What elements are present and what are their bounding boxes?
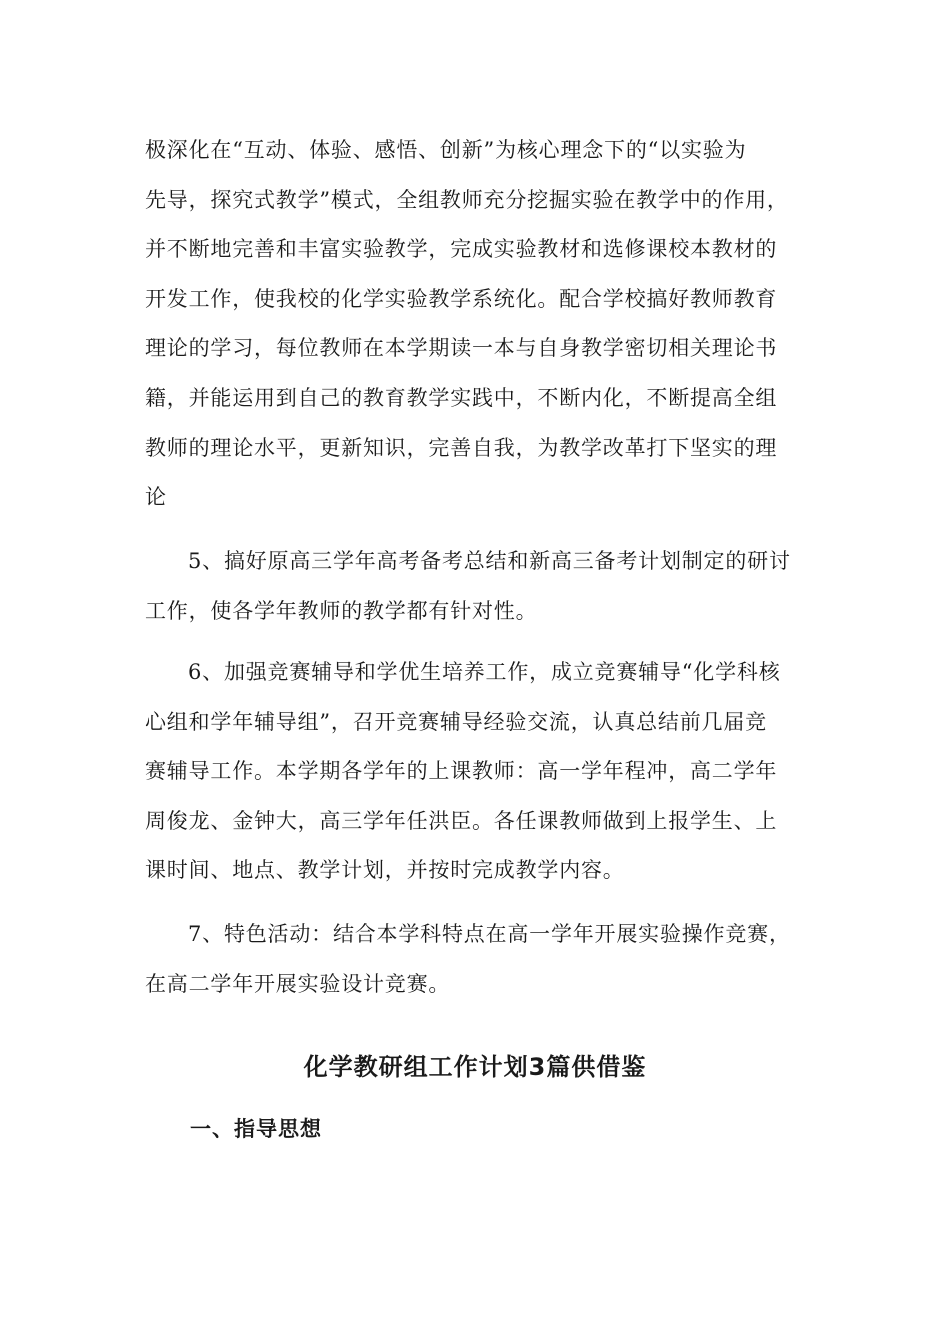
text-line: 7、特色活动：结合本学科特点在高一学年开展实验操作竞赛，	[188, 922, 791, 946]
text-line: 工作，使各学年教师的教学都有针对性。	[145, 598, 538, 623]
text-line: 理论的学习，每位教师在本学期读一本与自身教学密切相关理论书	[145, 336, 778, 361]
section-heading: 一、指导思想	[190, 1117, 322, 1141]
paragraph-continued	[145, 126, 815, 523]
text-line: 5、搞好原高三学年高考备考总结和新高三备考计划制定的研讨	[188, 549, 791, 573]
text-line: 6、加强竞赛辅导和学优生培养工作，成立竞赛辅导“化学科核	[188, 660, 781, 684]
text-line: 论	[145, 485, 167, 510]
text-line: 极深化在“互动、体验、感悟、创新”为核心理念下的“以实验为	[145, 138, 747, 162]
text-line: 先导，探究式教学”模式，全组教师充分挖掘实验在教学中的作用，	[145, 187, 789, 212]
text-line: 教师的理论水平，更新知识，完善自我，为教学改革打下坚实的理	[145, 435, 778, 460]
paragraph-item-6	[145, 648, 815, 896]
paragraph-item-5	[145, 537, 815, 636]
text-line: 开发工作，使我校的化学实验教学系统化。配合学校搞好教师教育	[145, 286, 778, 311]
text-line: 在高二学年开展实验设计竞赛。	[145, 971, 451, 996]
document-title: 化学教研组工作计划3篇供借鉴	[303, 1053, 647, 1081]
text-line: 周俊龙、金钟大，高三学年任洪臣。各任课教师做到上报学生、上	[145, 808, 778, 833]
text-line: 课时间、地点、教学计划，并按时完成教学内容。	[145, 858, 625, 883]
text-line: 并不断地完善和丰富实验教学，完成实验教材和选修课校本教材的	[145, 237, 778, 262]
text-line: 心组和学年辅导组”，召开竞赛辅导经验交流，认真总结前几届竞	[145, 709, 767, 734]
text-line: 籍，并能运用到自己的教育教学实践中，不断内化，不断提高全组	[145, 385, 778, 410]
paragraph-item-7	[145, 910, 815, 1009]
text-line: 赛辅导工作。本学期各学年的上课教师：高一学年程冲，高二学年	[145, 759, 778, 784]
